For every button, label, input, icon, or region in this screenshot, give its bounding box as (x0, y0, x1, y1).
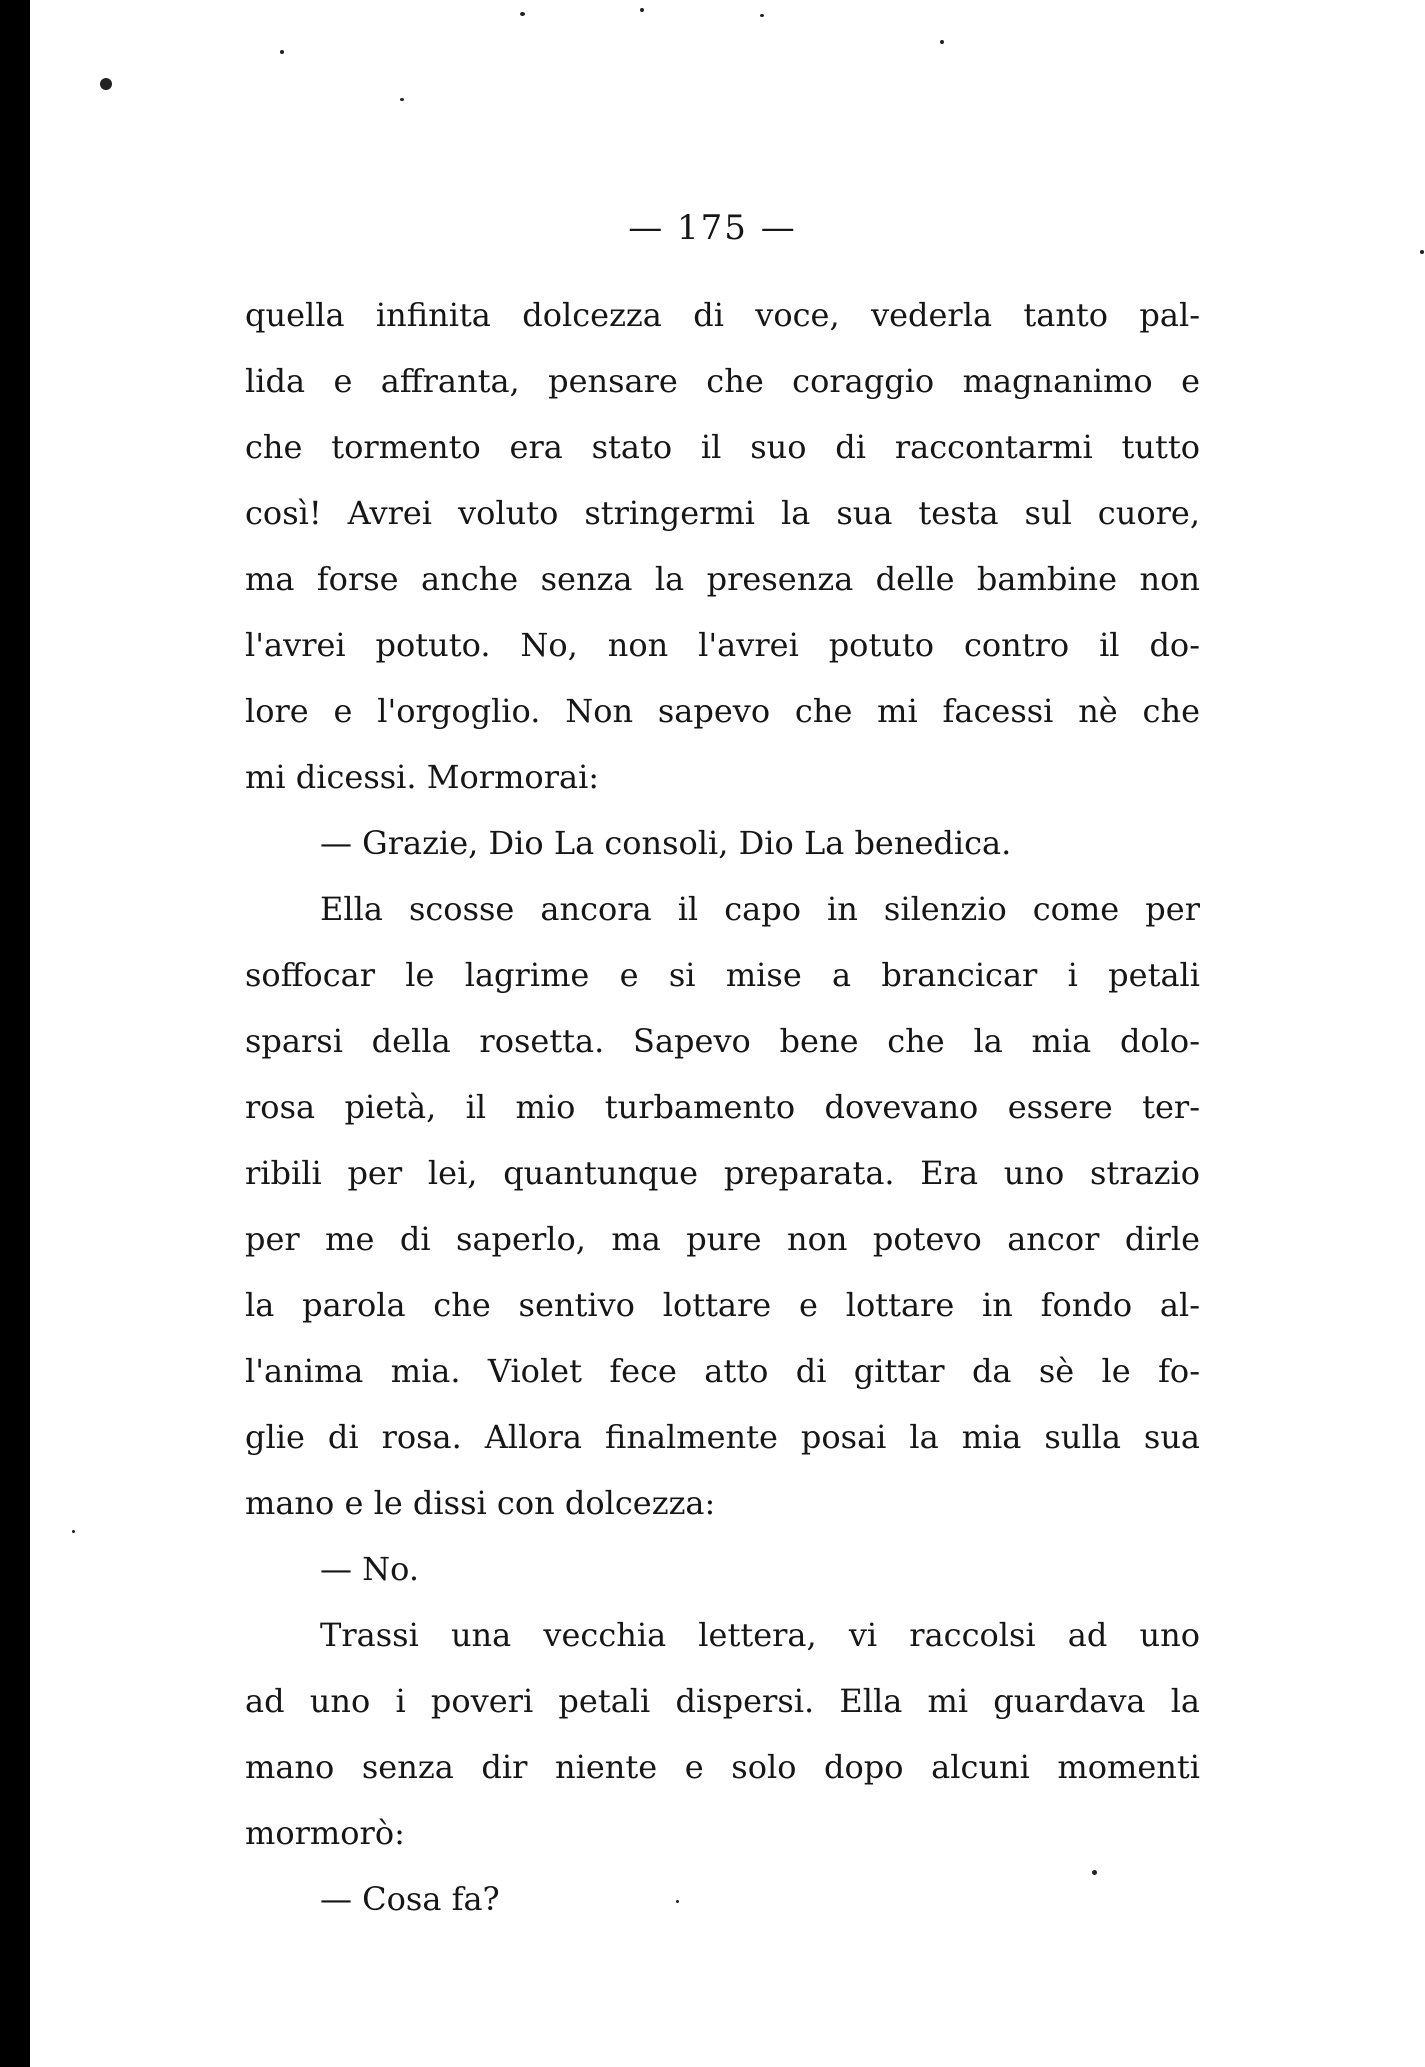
print-speck (100, 78, 112, 90)
text-line: mano e le dissi con dolcezza: (245, 1484, 716, 1522)
page-binding-edge (0, 0, 30, 2067)
text-line: mi dicessi. Mormorai: (245, 758, 600, 796)
print-speck (400, 98, 404, 101)
text-line: ribili per lei, quantunque preparata. Era uno strazio (245, 1154, 1200, 1192)
text-line: mormorò: (245, 1814, 405, 1852)
text-line: — Cosa fa? (320, 1880, 500, 1918)
print-speck (520, 12, 525, 16)
text-line: — Grazie, Dio La consoli, Dio La benedica. (320, 824, 1012, 862)
text-line: sparsi della rosetta. Sapevo bene che la mia dolo- (245, 1022, 1200, 1060)
text-line: ma forse anche senza la presenza delle bambine non (245, 560, 1200, 598)
print-speck (940, 40, 944, 44)
text-line: quella infinita dolcezza di voce, vederla tanto pal- (245, 296, 1200, 334)
text-line: lore e l'orgoglio. Non sapevo che mi facessi nè che (245, 692, 1200, 730)
text-line: glie di rosa. Allora finalmente posai la mia sulla sua (245, 1418, 1200, 1456)
text-line: che tormento era stato il suo di raccontarmi tutto (245, 428, 1200, 466)
print-speck (1420, 250, 1424, 254)
body-text (245, 282, 1200, 1932)
text-line: l'avrei potuto. No, non l'avrei potuto contro il do- (245, 626, 1200, 664)
text-line: la parola che sentivo lottare e lottare in fondo al- (245, 1286, 1200, 1324)
text-line: così! Avrei voluto stringermi la sua testa sul cuore, (245, 494, 1200, 532)
print-speck (280, 50, 284, 54)
text-line: — No. (320, 1550, 420, 1588)
text-line: rosa pietà, il mio turbamento dovevano essere ter- (245, 1088, 1200, 1126)
text-line: soffocar le lagrime e si mise a brancicar i petali (245, 956, 1200, 994)
text-line: per me di saperlo, ma pure non potevo ancor dirle (245, 1220, 1200, 1258)
print-speck (760, 14, 764, 17)
text-line: Trassi una vecchia lettera, vi raccolsi ad uno (320, 1616, 1200, 1654)
print-speck (72, 1530, 75, 1533)
text-line: ad uno i poveri petali dispersi. Ella mi guardava la (245, 1682, 1200, 1720)
text-line: l'anima mia. Violet fece atto di gittar da sè le fo- (245, 1352, 1200, 1390)
text-line: Ella scosse ancora il capo in silenzio come per (320, 890, 1200, 928)
print-speck (640, 8, 644, 12)
text-line: mano senza dir niente e solo dopo alcuni momenti (245, 1748, 1200, 1786)
page-number: — 175 — (628, 208, 797, 248)
text-line: lida e affranta, pensare che coraggio magnanimo e (245, 362, 1200, 400)
